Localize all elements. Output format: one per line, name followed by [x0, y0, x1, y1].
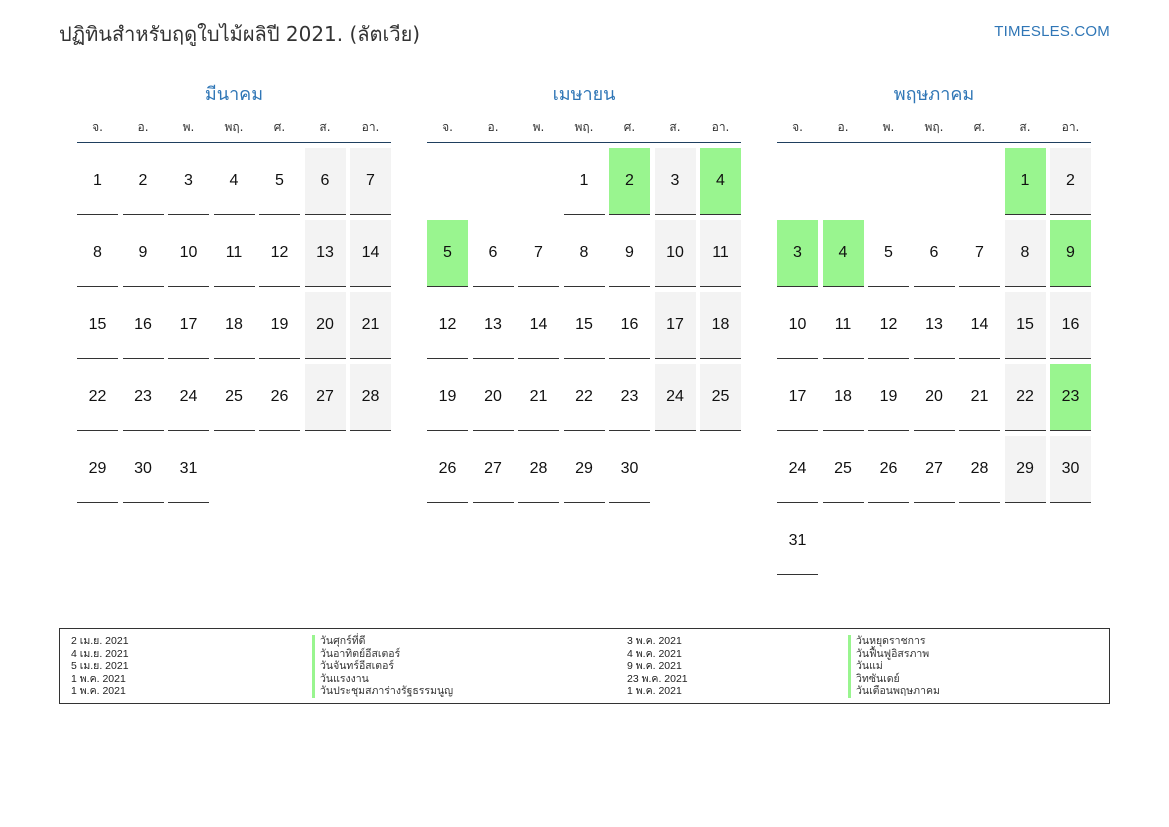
- day-cell[interactable]: 1: [564, 148, 605, 215]
- legend-holiday-name: วันฟื้นฟูอิสรภาพ: [848, 648, 940, 661]
- legend-names-right: [848, 635, 940, 698]
- day-cell[interactable]: 18: [214, 292, 255, 359]
- legend-holiday-name: วันแม่: [848, 660, 940, 673]
- day-cell[interactable]: 14: [350, 220, 391, 287]
- month-may: [777, 84, 1091, 575]
- legend-date: 4 พ.ค. 2021: [627, 647, 682, 660]
- day-cell[interactable]: 3: [168, 148, 209, 215]
- day-cell[interactable]: 20: [914, 364, 955, 431]
- weekday-label: อา.: [1061, 120, 1080, 134]
- day-cell[interactable]: 7: [518, 220, 559, 287]
- day-cell[interactable]: 14: [518, 292, 559, 359]
- day-cell-holiday[interactable]: 4: [700, 148, 741, 215]
- weekday-label: พ.: [182, 120, 195, 134]
- day-cell-holiday[interactable]: 3: [777, 220, 818, 287]
- empty-cell: [777, 148, 818, 215]
- month-title: เมษายน: [552, 84, 616, 105]
- day-cell[interactable]: 8: [1005, 220, 1046, 287]
- day-cell[interactable]: 15: [564, 292, 605, 359]
- day-cell[interactable]: 2: [123, 148, 164, 215]
- day-cell[interactable]: 16: [609, 292, 650, 359]
- day-cell[interactable]: 17: [777, 364, 818, 431]
- day-cell[interactable]: 22: [77, 364, 118, 431]
- weekday-label: ส.: [1019, 120, 1031, 134]
- day-cell[interactable]: 5: [259, 148, 300, 215]
- day-cell[interactable]: 22: [564, 364, 605, 431]
- calendar-months: [77, 84, 1092, 584]
- day-cell-holiday[interactable]: 4: [823, 220, 864, 287]
- day-cell[interactable]: 29: [1005, 436, 1046, 503]
- day-cell[interactable]: 13: [914, 292, 955, 359]
- day-cell[interactable]: 29: [564, 436, 605, 503]
- weekday-label: อา.: [361, 120, 380, 134]
- weekday-label: อ.: [487, 120, 499, 134]
- day-cell[interactable]: 12: [868, 292, 909, 359]
- day-cell-holiday[interactable]: 2: [609, 148, 650, 215]
- day-cell[interactable]: 24: [777, 436, 818, 503]
- weekday-label: จ.: [442, 120, 453, 134]
- day-cell[interactable]: 7: [959, 220, 1000, 287]
- day-cell[interactable]: 26: [259, 364, 300, 431]
- day-cell[interactable]: 27: [305, 364, 346, 431]
- day-cell[interactable]: 11: [214, 220, 255, 287]
- weekday-label: ศ.: [973, 120, 986, 134]
- legend-date: 4 เม.ย. 2021: [71, 647, 129, 660]
- empty-cell: [959, 148, 1000, 215]
- day-cell[interactable]: 30: [609, 436, 650, 503]
- weekday-header: [77, 116, 391, 143]
- day-cell[interactable]: 30: [123, 436, 164, 503]
- weekday-label: อา.: [711, 120, 730, 134]
- day-cell[interactable]: 15: [77, 292, 118, 359]
- month-title: มีนาคม: [204, 84, 264, 105]
- day-grid: [777, 148, 1091, 575]
- empty-cell: [473, 148, 514, 215]
- day-cell[interactable]: 21: [959, 364, 1000, 431]
- day-cell[interactable]: 28: [959, 436, 1000, 503]
- legend-date: 2 เม.ย. 2021: [71, 635, 129, 647]
- weekday-label: จ.: [792, 120, 803, 134]
- weekday-header: [427, 116, 741, 143]
- legend-date: 23 พ.ค. 2021: [627, 672, 688, 685]
- legend-date: 1 พ.ค. 2021: [71, 672, 126, 685]
- day-cell-holiday[interactable]: 9: [1050, 220, 1091, 287]
- empty-cell: [914, 148, 955, 215]
- day-cell[interactable]: 25: [700, 364, 741, 431]
- day-cell[interactable]: 9: [123, 220, 164, 287]
- day-cell[interactable]: 17: [655, 292, 696, 359]
- day-cell[interactable]: 19: [427, 364, 468, 431]
- day-cell[interactable]: 19: [259, 292, 300, 359]
- weekday-label: ส.: [669, 120, 681, 134]
- site-link[interactable]: TIMESLES.COM: [994, 23, 1110, 40]
- legend-names-left: [312, 635, 453, 698]
- day-cell[interactable]: 21: [350, 292, 391, 359]
- day-cell[interactable]: 12: [427, 292, 468, 359]
- legend-holiday-name: วันจันทร์อีสเตอร์: [312, 660, 453, 673]
- weekday-label: พฤ.: [224, 120, 244, 134]
- legend-date: 1 พ.ค. 2021: [627, 685, 682, 697]
- legend-dates-left: [71, 635, 129, 698]
- day-cell[interactable]: 9: [609, 220, 650, 287]
- day-cell[interactable]: 22: [1005, 364, 1046, 431]
- day-cell[interactable]: 10: [777, 292, 818, 359]
- legend-holiday-name: วันเตือนพฤษภาคม: [848, 685, 940, 698]
- day-cell[interactable]: 26: [868, 436, 909, 503]
- weekday-label: อ.: [837, 120, 849, 134]
- weekday-header: [777, 116, 1091, 143]
- day-cell[interactable]: 20: [305, 292, 346, 359]
- legend-holiday-name: วิทซันเดย์: [848, 673, 940, 686]
- day-cell[interactable]: 15: [1005, 292, 1046, 359]
- day-cell[interactable]: 10: [168, 220, 209, 287]
- day-cell[interactable]: 19: [868, 364, 909, 431]
- day-cell[interactable]: 13: [305, 220, 346, 287]
- day-cell[interactable]: 14: [959, 292, 1000, 359]
- day-cell[interactable]: 16: [123, 292, 164, 359]
- legend-holiday-name: วันประชุมสภาร่างรัฐธรรมนูญ: [312, 685, 453, 698]
- legend-holiday-name: วันอาทิตย์อีสเตอร์: [312, 648, 453, 661]
- legend-date: 9 พ.ค. 2021: [627, 660, 682, 672]
- day-cell[interactable]: 6: [914, 220, 955, 287]
- day-cell[interactable]: 13: [473, 292, 514, 359]
- day-grid: [427, 148, 741, 503]
- legend-holiday-name: วันหยุดราชการ: [848, 635, 940, 648]
- legend-holiday-name: วันแรงงาน: [312, 673, 453, 686]
- weekday-label: พฤ.: [924, 120, 944, 134]
- day-cell-holiday[interactable]: 5: [427, 220, 468, 287]
- day-cell[interactable]: 18: [823, 364, 864, 431]
- day-cell[interactable]: 23: [123, 364, 164, 431]
- day-cell[interactable]: 25: [823, 436, 864, 503]
- day-cell[interactable]: 2: [1050, 148, 1091, 215]
- day-cell-holiday[interactable]: 23: [1050, 364, 1091, 431]
- day-cell[interactable]: 6: [305, 148, 346, 215]
- day-cell[interactable]: 5: [868, 220, 909, 287]
- day-cell[interactable]: 30: [1050, 436, 1091, 503]
- day-cell[interactable]: 29: [77, 436, 118, 503]
- holiday-legend: [59, 628, 1110, 704]
- weekday-label: พฤ.: [574, 120, 594, 134]
- legend-date: 5 เม.ย. 2021: [71, 660, 129, 672]
- day-cell[interactable]: 11: [700, 220, 741, 287]
- weekday-label: อ.: [137, 120, 149, 134]
- month-april: [427, 84, 741, 503]
- day-cell-holiday[interactable]: 1: [1005, 148, 1046, 215]
- legend-date: 1 พ.ค. 2021: [71, 685, 126, 697]
- weekday-label: พ.: [882, 120, 895, 134]
- day-cell[interactable]: 23: [609, 364, 650, 431]
- weekday-label: จ.: [92, 120, 103, 134]
- day-cell[interactable]: 17: [168, 292, 209, 359]
- day-cell[interactable]: 16: [1050, 292, 1091, 359]
- day-cell[interactable]: 27: [914, 436, 955, 503]
- day-cell[interactable]: 28: [350, 364, 391, 431]
- day-cell[interactable]: 21: [518, 364, 559, 431]
- day-cell[interactable]: 25: [214, 364, 255, 431]
- day-cell[interactable]: 11: [823, 292, 864, 359]
- day-cell[interactable]: 26: [427, 436, 468, 503]
- day-cell[interactable]: 18: [700, 292, 741, 359]
- day-cell[interactable]: 12: [259, 220, 300, 287]
- day-cell[interactable]: 10: [655, 220, 696, 287]
- day-cell[interactable]: 1: [77, 148, 118, 215]
- day-cell[interactable]: 8: [564, 220, 605, 287]
- day-cell[interactable]: 8: [77, 220, 118, 287]
- day-cell[interactable]: 4: [214, 148, 255, 215]
- day-cell[interactable]: 31: [777, 508, 818, 575]
- legend-holiday-name: วันศุกร์ที่ดี: [312, 635, 453, 648]
- day-cell[interactable]: 28: [518, 436, 559, 503]
- day-cell[interactable]: 24: [168, 364, 209, 431]
- empty-cell: [518, 148, 559, 215]
- weekday-label: ศ.: [273, 120, 286, 134]
- day-cell[interactable]: 3: [655, 148, 696, 215]
- day-cell[interactable]: 7: [350, 148, 391, 215]
- page-title: ปฏิทินสำหรับฤดูใบไม้ผลิปี 2021. (ลัตเวีย): [59, 22, 421, 46]
- empty-cell: [823, 148, 864, 215]
- month-title: พฤษภาคม: [893, 84, 975, 105]
- weekday-label: ศ.: [623, 120, 636, 134]
- empty-cell: [427, 148, 468, 215]
- legend-dates-right: [627, 635, 688, 698]
- day-cell[interactable]: 20: [473, 364, 514, 431]
- day-cell[interactable]: 24: [655, 364, 696, 431]
- day-cell[interactable]: 31: [168, 436, 209, 503]
- day-grid: [77, 148, 391, 503]
- weekday-label: ส.: [319, 120, 331, 134]
- legend-date: 3 พ.ค. 2021: [627, 635, 682, 647]
- empty-cell: [868, 148, 909, 215]
- day-cell[interactable]: 6: [473, 220, 514, 287]
- month-march: [77, 84, 391, 503]
- weekday-label: พ.: [532, 120, 545, 134]
- day-cell[interactable]: 27: [473, 436, 514, 503]
